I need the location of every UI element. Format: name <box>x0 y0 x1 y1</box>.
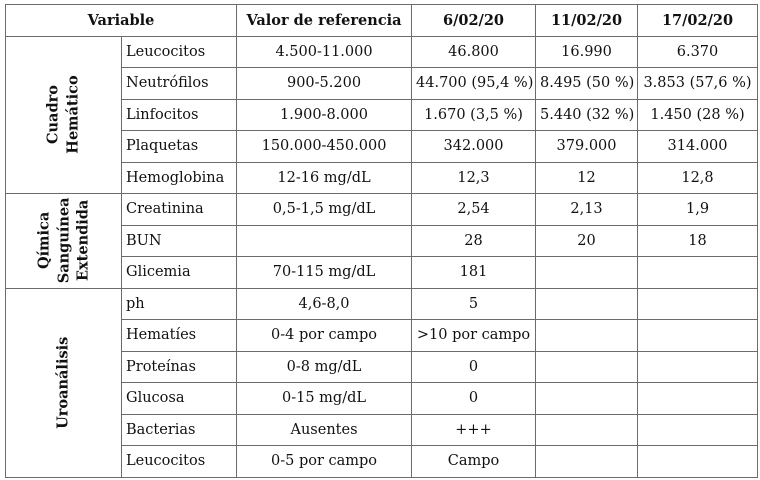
reference-value-cell: 900-5.200 <box>237 68 412 100</box>
reference-value-cell: Ausentes <box>237 414 412 446</box>
result-cell-date-2 <box>536 288 638 320</box>
header-variable: Variable <box>6 5 237 37</box>
reference-value-cell: 4,6-8,0 <box>237 288 412 320</box>
result-cell-date-1: +++ <box>412 414 536 446</box>
group-label-line: Uroanálisis <box>54 336 72 429</box>
result-cell-date-3: 314.000 <box>638 131 758 163</box>
result-cell-date-1: 12,3 <box>412 162 536 194</box>
lab-results-table <box>5 4 758 478</box>
result-cell-date-2 <box>536 383 638 415</box>
reference-value-cell: 0-4 por campo <box>237 320 412 352</box>
group-label-line: Sanguínea <box>54 197 72 284</box>
group-label-cell <box>6 194 122 289</box>
result-cell-date-1: 5 <box>412 288 536 320</box>
variable-name-cell: Glicemia <box>122 257 237 289</box>
result-cell-date-2: 2,13 <box>536 194 638 226</box>
result-cell-date-3 <box>638 351 758 383</box>
group-label <box>54 336 74 428</box>
header-row <box>6 5 758 37</box>
result-cell-date-1: 28 <box>412 225 536 257</box>
reference-value-cell: 70-115 mg/dL <box>237 257 412 289</box>
variable-name-cell: Hematíes <box>122 320 237 352</box>
table-body <box>6 36 758 477</box>
table-row <box>6 194 758 226</box>
variable-name-cell: BUN <box>122 225 237 257</box>
result-cell-date-1: 0 <box>412 383 536 415</box>
variable-name-cell: Bacterias <box>122 414 237 446</box>
reference-value-cell: 150.000-450.000 <box>237 131 412 163</box>
result-cell-date-1: 44.700 (95,4 %) <box>412 68 536 100</box>
result-cell-date-3: 12,8 <box>638 162 758 194</box>
result-cell-date-2: 12 <box>536 162 638 194</box>
result-cell-date-3 <box>638 383 758 415</box>
result-cell-date-2: 5.440 (32 %) <box>536 99 638 131</box>
result-cell-date-3: 1.450 (28 %) <box>638 99 758 131</box>
result-cell-date-1: 342.000 <box>412 131 536 163</box>
result-cell-date-1: 0 <box>412 351 536 383</box>
result-cell-date-2: 379.000 <box>536 131 638 163</box>
group-label-line: Qímica <box>35 212 53 270</box>
result-cell-date-1: Campo <box>412 446 536 478</box>
group-label-line: Cuadro <box>44 85 62 145</box>
variable-name-cell: Hemoglobina <box>122 162 237 194</box>
result-cell-date-1: >10 por campo <box>412 320 536 352</box>
result-cell-date-1: 181 <box>412 257 536 289</box>
result-cell-date-2: 8.495 (50 %) <box>536 68 638 100</box>
reference-value-cell: 0-5 por campo <box>237 446 412 478</box>
group-label <box>34 198 93 284</box>
reference-value-cell <box>237 225 412 257</box>
group-label-line: Hemático <box>64 75 82 154</box>
result-cell-date-3 <box>638 257 758 289</box>
result-cell-date-1: 2,54 <box>412 194 536 226</box>
result-cell-date-3: 6.370 <box>638 36 758 68</box>
header-date-2: 11/02/20 <box>536 5 638 37</box>
result-cell-date-2 <box>536 257 638 289</box>
variable-name-cell: Creatinina <box>122 194 237 226</box>
group-label <box>44 76 83 154</box>
group-label-cell <box>6 36 122 194</box>
result-cell-date-1: 1.670 (3,5 %) <box>412 99 536 131</box>
group-label-line: Extendida <box>74 200 92 282</box>
variable-name-cell: Glucosa <box>122 383 237 415</box>
result-cell-date-2 <box>536 351 638 383</box>
result-cell-date-3 <box>638 414 758 446</box>
result-cell-date-1: 46.800 <box>412 36 536 68</box>
table-row <box>6 36 758 68</box>
header-date-3: 17/02/20 <box>638 5 758 37</box>
header-reference: Valor de referencia <box>237 5 412 37</box>
result-cell-date-2: 20 <box>536 225 638 257</box>
result-cell-date-3: 18 <box>638 225 758 257</box>
reference-value-cell: 0,5-1,5 mg/dL <box>237 194 412 226</box>
result-cell-date-3: 3.853 (57,6 %) <box>638 68 758 100</box>
result-cell-date-3 <box>638 320 758 352</box>
variable-name-cell: Linfocitos <box>122 99 237 131</box>
variable-name-cell: Leucocitos <box>122 36 237 68</box>
variable-name-cell: Proteínas <box>122 351 237 383</box>
group-label-cell <box>6 288 122 477</box>
reference-value-cell: 0-8 mg/dL <box>237 351 412 383</box>
result-cell-date-2 <box>536 320 638 352</box>
result-cell-date-2 <box>536 414 638 446</box>
header-date-1: 6/02/20 <box>412 5 536 37</box>
table-row <box>6 288 758 320</box>
reference-value-cell: 1.900-8.000 <box>237 99 412 131</box>
result-cell-date-3 <box>638 288 758 320</box>
variable-name-cell: Leucocitos <box>122 446 237 478</box>
result-cell-date-3: 1,9 <box>638 194 758 226</box>
result-cell-date-2: 16.990 <box>536 36 638 68</box>
variable-name-cell: Plaquetas <box>122 131 237 163</box>
reference-value-cell: 12-16 mg/dL <box>237 162 412 194</box>
reference-value-cell: 0-15 mg/dL <box>237 383 412 415</box>
variable-name-cell: ph <box>122 288 237 320</box>
variable-name-cell: Neutrófilos <box>122 68 237 100</box>
result-cell-date-2 <box>536 446 638 478</box>
result-cell-date-3 <box>638 446 758 478</box>
reference-value-cell: 4.500-11.000 <box>237 36 412 68</box>
